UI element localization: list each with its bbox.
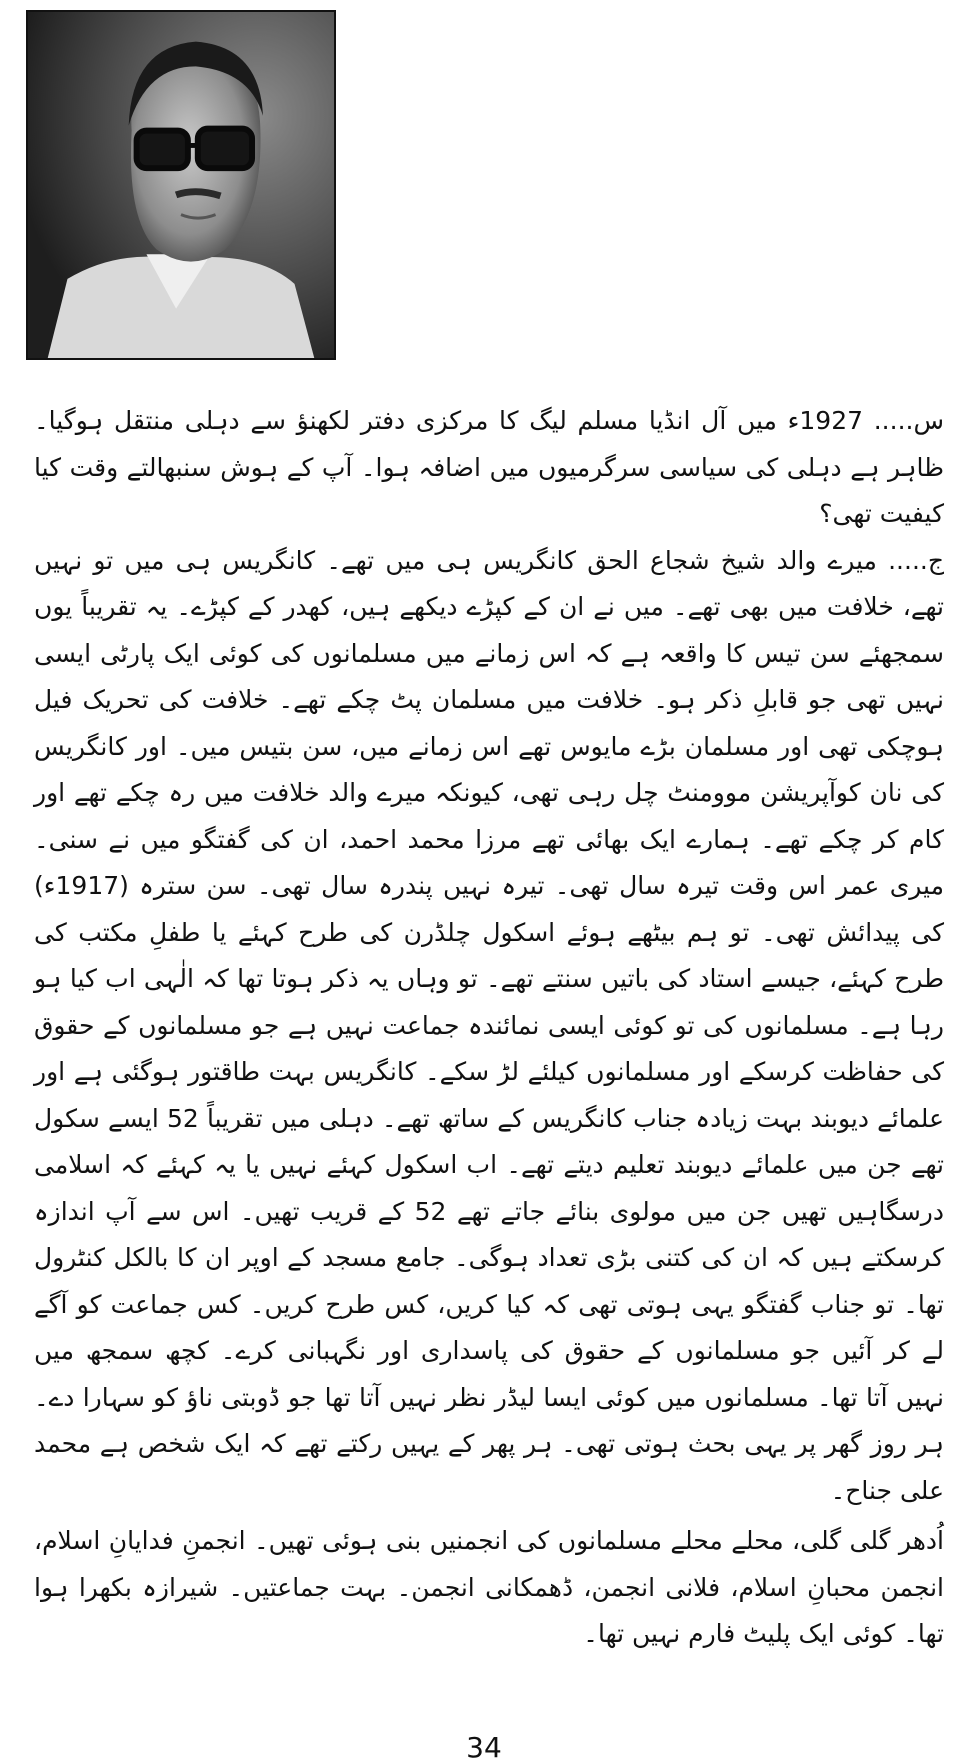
closing-paragraph: اُدھر گلی گلی، محلے محلے مسلمانوں کی انجمنیں بنی ہوئی تھیں۔ انجمنِ فدایانِ اسلام، انجمن محبانِ اسلام، فلانی انجمن، ڈھمکانی انجمن۔ بہت جماعتیں۔ شیرازہ بکھرا ہوا تھا۔ کوئی ایک پلیٹ فارم نہیں تھا۔ [34, 1526, 944, 1648]
portrait-image [28, 12, 334, 358]
article-body [34, 398, 944, 1658]
page-number: 34 [466, 1731, 502, 1764]
answer-paragraph: ج..... میرے والد شیخ شجاع الحق کانگریس ہی میں تھے۔ کانگریس ہی میں تو نہیں تھے، خلافت میں بھی تھے۔ میں نے ان کے کپڑے دیکھے ہیں، کھدر کے کپڑے۔ یہ تقریباً یوں سمجھئے سن تیس کا واقعہ ہے کہ اس زمانے میں مسلمانوں کی کوئی ایک پارٹی ایسی نہیں تھی جو قابلِ ذکر ہو۔ خلافت میں مسلمان پٹ چکے تھے۔ خلافت کی تحریک فیل ہوچکی تھی اور مسلمان بڑے مایوس تھے اس زمانے میں، سن بتیس میں۔ اور کانگریس کی نان کوآپریشن موومنٹ چل رہی تھی، کیونکہ میرے والد خلافت میں رہ چکے تھے اور کام کر چکے تھے۔ ہمارے ایک بھائی تھے مرزا محمد احمد، ان کی گفتگو میں نے سنی۔ میری عمر اس وقت تیرہ سال تھی۔ تیرہ نہیں پندرہ سال تھی۔ سن سترہ (1917ء) کی پیدائش تھی۔ تو ہم بیٹھے ہوئے اسکول چلڈرن کی طرح کہئے یا طفلِ مکتب کی طرح کہئے، جیسے استاد کی باتیں سنتے تھے۔ تو وہاں یہ ذکر ہوتا تھا کہ الٰہی اب کیا ہو رہا ہے۔ مسلمانوں کی تو کوئی ایسی نمائندہ جماعت نہیں ہے جو مسلمانوں کے حقوق کی حفاظت کرسکے اور مسلمانوں کیلئے لڑ سکے۔ کانگریس بہت طاقتور ہوگئی ہے اور علمائے دیوبند بہت زیادہ جناب کانگریس کے ساتھ تھے۔ دہلی میں تقریباً 52 ایسے سکول تھے جن میں علمائے دیوبند تعلیم دیتے تھے۔ اب اسکول کہئے نہیں یا یہ کہئے کہ اسلامی درسگاہیں تھیں جن میں مولوی بنائے جاتے تھے 52 کے قریب تھیں۔ اس سے آپ اندازہ کرسکتے ہیں کہ ان کی کتنی بڑی تعداد ہوگی۔ جامع مسجد کے اوپر ان کا بالکل کنٹرول تھا۔ تو جناب گفتگو یہی ہوتی تھی کہ کیا کریں، کس طرح کریں۔ کس جماعت کو آگے لے کر آئیں جو مسلمانوں کے حقوق کی پاسداری اور نگہبانی کرے۔ کچھ سمجھ میں نہیں آتا تھا۔ مسلمانوں میں کوئی ایسا لیڈر نظر نہیں آتا تھا جو ڈوبتی ناؤ کو سہارا دے۔ ہر روز گھر پر یہی بحث ہوتی تھی۔ ہر پھر کے یہیں رکتے تھے کہ ایک شخص ہے محمد علی جناح۔ [34, 545, 944, 1505]
portrait-photo [26, 10, 336, 360]
question-paragraph: س..... 1927ء میں آل انڈیا مسلم لیگ کا مرکزی دفتر لکھنؤ سے دہلی منتقل ہوگیا۔ ظاہر ہے دہلی کی سیاسی سرگرمیوں میں اضافہ ہوا۔ آپ کے ہوش سنبھالتے وقت کیا کیفیت تھی؟ [34, 406, 944, 528]
